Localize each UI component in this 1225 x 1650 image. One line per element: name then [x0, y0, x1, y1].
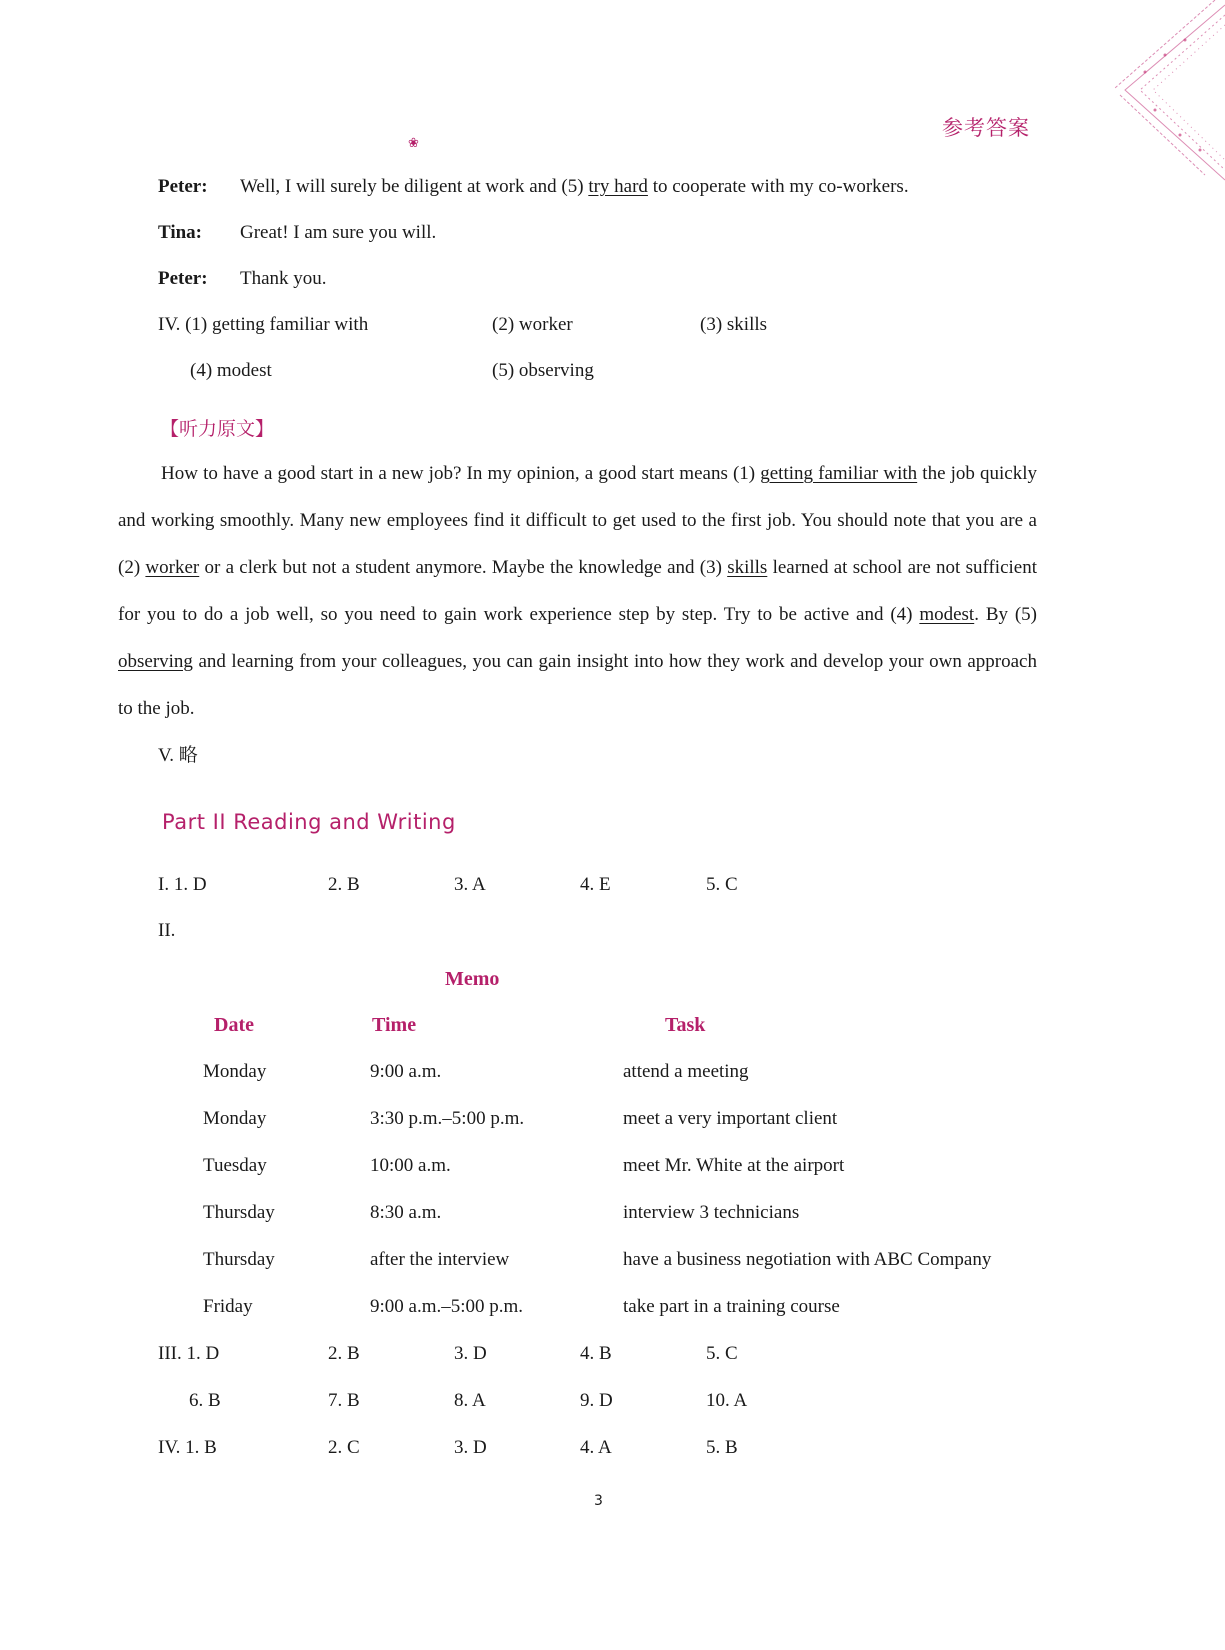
answer-item: 3. D [454, 1343, 487, 1364]
answer-item: (5) observing [492, 360, 594, 381]
memo-cell: Thursday [203, 1202, 275, 1223]
answer-underline: try hard [588, 176, 648, 197]
memo-cell: 3:30 p.m.–5:00 p.m. [370, 1108, 525, 1129]
part-heading: Part II Reading and Writing [162, 810, 456, 834]
dialogue-line [158, 176, 909, 198]
memo-header-date: Date [214, 1014, 254, 1036]
answer-underline: observing [118, 651, 193, 672]
memo-cell: take part in a training course [623, 1296, 840, 1317]
flower-ornament-icon: ❀ [408, 135, 419, 150]
corner-ornament [1065, 0, 1225, 190]
answer-item: (2) worker [492, 314, 573, 335]
memo-cell: Thursday [203, 1249, 275, 1270]
answer-item: IV. (1) getting familiar with [158, 314, 369, 335]
speaker-name: Peter: [158, 268, 208, 289]
speaker-name: Peter: [158, 176, 208, 197]
memo-cell: Tuesday [203, 1155, 267, 1176]
memo-title: Memo [445, 968, 500, 990]
answer-item: 5. B [706, 1437, 738, 1458]
section-v: V. 略 [158, 745, 198, 766]
answer-item: 4. B [580, 1343, 612, 1364]
dialogue-text: Well, I will surely be diligent at work and (5) try hard to cooperate with my co-workers. [240, 176, 909, 197]
memo-cell: 9:00 a.m.–5:00 p.m. [370, 1296, 524, 1317]
answer-item: 2. C [328, 1437, 360, 1458]
answer-item: 8. A [454, 1390, 486, 1411]
memo-cell: Monday [203, 1108, 267, 1129]
answer-item: I. 1. D [158, 874, 207, 895]
listening-script-label: 【听力原文】 [160, 418, 275, 440]
memo-cell: interview 3 technicians [623, 1202, 800, 1223]
memo-cell: Friday [203, 1296, 253, 1317]
answer-item: 5. C [706, 1343, 738, 1364]
memo-cell: attend a meeting [623, 1061, 749, 1082]
answer-item: 10. A [706, 1390, 748, 1411]
dialogue-line [158, 222, 437, 244]
memo-cell: Monday [203, 1061, 267, 1082]
memo-cell: have a business negotiation with ABC Company [623, 1249, 992, 1270]
answer-item: 4. E [580, 874, 611, 895]
answer-underline: getting familiar with [760, 463, 918, 484]
answer-item: (3) skills [700, 314, 768, 335]
memo-cell: 8:30 a.m. [370, 1202, 442, 1223]
answer-item: IV. 1. B [158, 1437, 217, 1458]
speaker-name: Tina: [158, 222, 203, 243]
section-label: II. [158, 920, 176, 941]
answer-underline: modest [919, 604, 975, 625]
dialogue-text: Thank you. [240, 268, 327, 289]
answer-item: 3. A [454, 874, 486, 895]
page-number: 3 [594, 1493, 603, 1509]
answer-item: 3. D [454, 1437, 487, 1458]
answer-item: III. 1. D [158, 1343, 220, 1364]
listening-passage: How to have a good start in a new job? In my opinion, a good start means (1) getting familiar with the job quickly and working smoothly. Many new employees find it difficult to get used to the first job. You should note that you are a (2) worker or a clerk but not a student anymore. Maybe the knowledge and (3) skills learned at school are not sufficient for you to do a job well, so you need to gain work experience step by step. Try to be active and (4) modest. By (5) observing and learning from your colleagues, you can gain insight into how they work and develop your own approach to the job. [118, 463, 1038, 719]
memo-cell: 10:00 a.m. [370, 1155, 451, 1176]
answer-item: 5. C [706, 874, 738, 895]
memo-header-task: Task [665, 1014, 706, 1036]
answer-item: (4) modest [190, 360, 272, 381]
answer-item: 2. B [328, 874, 360, 895]
memo-cell: after the interview [370, 1249, 510, 1270]
memo-header-time: Time [372, 1014, 417, 1036]
answer-underline: worker [145, 557, 200, 578]
memo-cell: meet Mr. White at the airport [623, 1155, 845, 1176]
answer-item: 9. D [580, 1390, 613, 1411]
dialogue-line [158, 268, 327, 290]
dialogue-text: Great! I am sure you will. [240, 222, 437, 243]
answer-underline: skills [727, 557, 768, 578]
memo-cell: 9:00 a.m. [370, 1061, 442, 1082]
answer-item: 6. B [189, 1390, 221, 1411]
memo-cell: meet a very important client [623, 1108, 838, 1129]
page-header-title: 参考答案 [942, 116, 1030, 140]
answer-item: 2. B [328, 1343, 360, 1364]
answer-item: 4. A [580, 1437, 612, 1458]
answer-item: 7. B [328, 1390, 360, 1411]
